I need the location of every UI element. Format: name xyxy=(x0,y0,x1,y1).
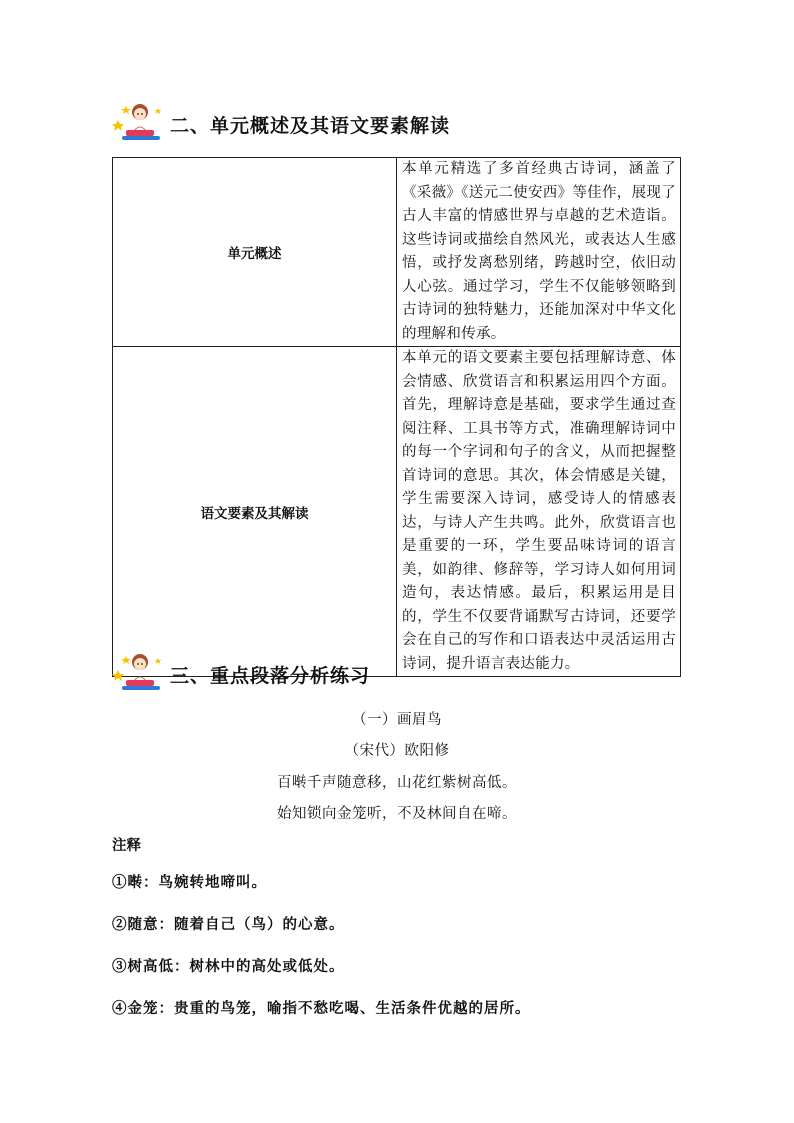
note-item: ④金笼：贵重的鸟笼，喻指不愁吃喝、生活条件优越的居所。 xyxy=(112,1000,531,1017)
notes-label: 注释 xyxy=(112,838,141,854)
row-content-language-elements: 本单元的语文要素主要包括理解诗意、体会情感、欣赏语言和积累运用四个方面。首先，理解诗意是基础，要求学生通过查阅注释、工具书等方式，准确理解诗词中的每一个字词和句子的含义，从而把握整首诗词的意思。其次，体会情感是关键，学生需要深入诗词，感受诗人的情感表达，与诗人产生共鸣。此外，欣赏语言也是重要的一环，学生要品味诗词的语言美，如韵律、修辞等，学习诗人如何用词造句，表达情感。最后，积累运用是目的，学生不仅要背诵默写古诗词，还要学会在自己的写作和口语表达中灵活运用古诗词，提升语言表达能力。 xyxy=(397,347,681,677)
row-content-unit-overview: 本单元精选了多首经典古诗词，涵盖了《采薇》《送元二使安西》等佳作，展现了古人丰富的情感世界与卓越的艺术造诣。这些诗词或描绘自然风光，或表达人生感悟，或抒发离愁别绪，跨越时空，依旧动人心弦。通过学习，学生不仅能够领略到古诗词的独特魅力，还能加深对中华文化的理解和传承。 xyxy=(397,158,681,347)
section-title: 三、重点段落分析练习 xyxy=(170,665,371,687)
poem-line: 百啭千声随意移，山花红紫树高低。 xyxy=(277,775,517,791)
unit-overview-table xyxy=(112,157,681,677)
table-row xyxy=(113,347,681,677)
note-item: ③树高低：树林中的高处或低处。 xyxy=(112,958,345,975)
poem-author: （宋代）欧阳修 xyxy=(344,743,450,759)
row-label-unit-overview: 单元概述 xyxy=(113,158,397,347)
section-heading-key-paragraph-practice xyxy=(112,650,370,692)
girl-reading-mascot-icon xyxy=(112,650,168,692)
note-item: ①啭：鸟婉转地啼叫。 xyxy=(112,874,267,891)
girl-reading-mascot-icon xyxy=(112,100,168,142)
row-label-language-elements: 语文要素及其解读 xyxy=(113,347,397,677)
table-row xyxy=(113,158,681,347)
poem-line: 始知锁向金笼听，不及林间自在啼。 xyxy=(277,806,517,822)
poem-title: （一）画眉鸟 xyxy=(352,712,442,728)
section-heading-unit-overview xyxy=(112,100,450,142)
section-title: 二、单元概述及其语文要素解读 xyxy=(170,115,451,137)
note-item: ②随意：随着自己（鸟）的心意。 xyxy=(112,916,345,933)
